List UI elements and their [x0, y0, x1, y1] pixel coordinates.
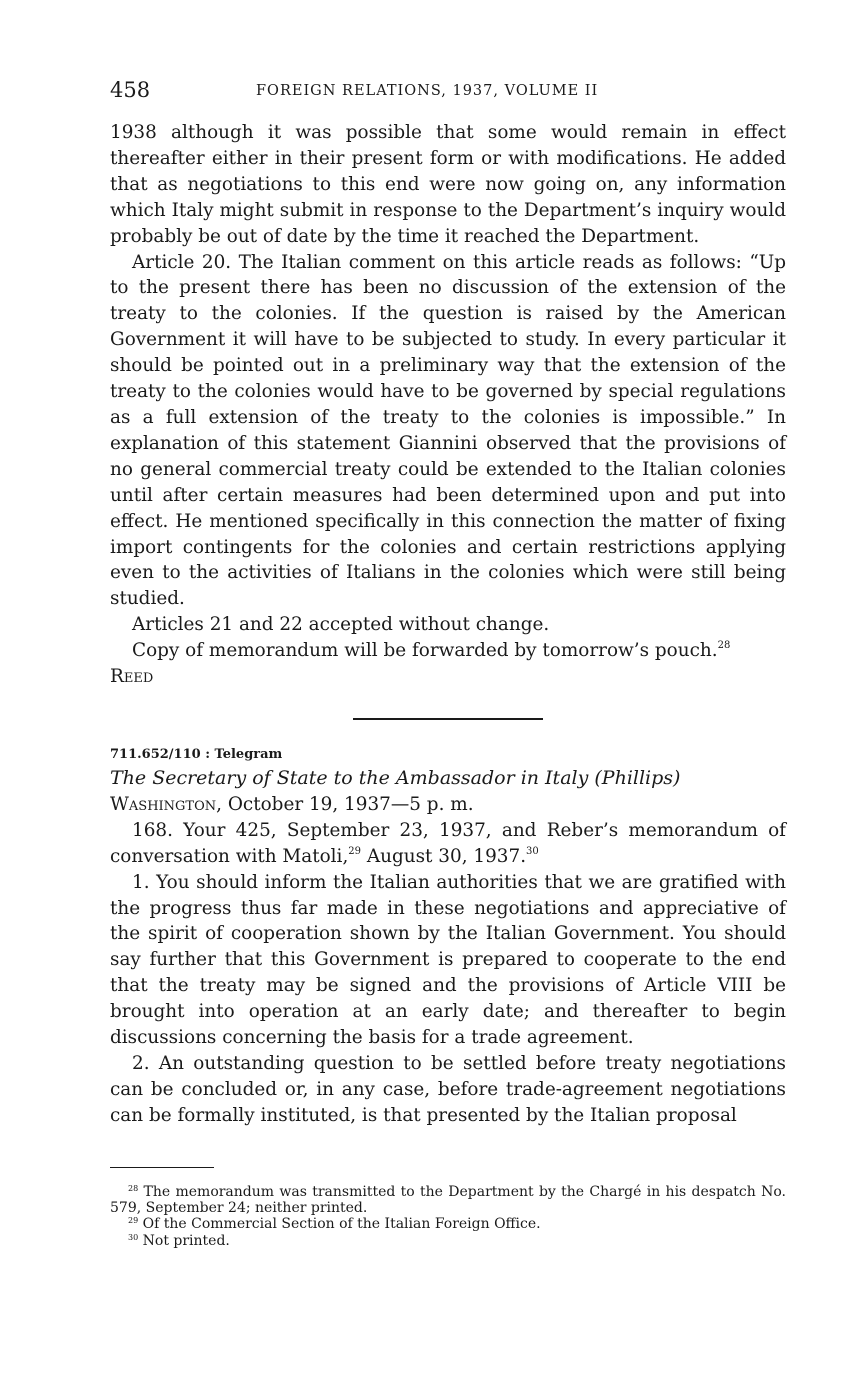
paragraph: Article 20. The Italian comment on this article reads as follows: “Up to the present there has been no discussion of the extension of the treaty to the colonies. If the question is raised by the American Government it will have to be subjected to study. In every particular it should be pointed out in a preliminary way that the extension of the treaty to the colonies would have to be governed by special regulations as a full extension of the treaty to the colonies is impossible.” In explanation of this statement Giannini observed that the provisions of no general commercial treaty could be extended to the Italian colonies until after certain measures had been determined upon and put into effect. He mentioned specifically in this connection the matter of fixing import contingents for the colonies and certain restrictions applying even to the activities of Italians in the colonies which were still being studied.: [110, 251, 786, 610]
footnote-number: 29: [128, 1216, 139, 1226]
footnote-text: Not printed.: [142, 1232, 230, 1249]
footnote-divider: [110, 1167, 214, 1168]
paragraph-text: Copy of memorandum will be forwarded by tomorrow’s pouch.: [132, 640, 718, 662]
signature: Reed: [110, 666, 154, 688]
paragraph: Articles 21 and 22 accepted without change.: [132, 614, 550, 636]
paragraph-text: 168. Your 425, September 23, 1937, and Reber’s memorandum of conversation with Matoli,: [110, 819, 786, 867]
body-text: [110, 120, 786, 1129]
footnote-number: 30: [128, 1232, 139, 1242]
running-title: FOREIGN RELATIONS, 1937, VOLUME II: [256, 83, 599, 99]
heading-main: The Secretary of State to the Ambassador in Italy: [110, 766, 589, 789]
footnote-marker: 29: [348, 845, 362, 857]
paragraph: 1. You should inform the Italian authorities that we are gratified with the progress thus far made in these negotiations and appreciative of the spirit of cooperation shown by the Italian Government. You should say further that this Government is prepared to cooperate to the end that the treaty may be signed and the provisions of Article VIII be brought into operation at an early date; and thereafter to begin discussions concerning the basis for a trade agreement.: [110, 871, 786, 1049]
running-head: [110, 78, 786, 104]
footnote-number: 28: [128, 1184, 139, 1193]
footnote: [110, 1184, 786, 1216]
dateline: [110, 792, 786, 818]
document-heading: [110, 764, 786, 792]
footnotes: [110, 1184, 786, 1249]
footnote-marker: 28: [717, 640, 731, 652]
footnote: [110, 1216, 786, 1232]
footnote: [110, 1233, 786, 1249]
file-reference: 711.652/110 : Telegram: [110, 746, 283, 762]
footnote-text: Of the Commercial Section of the Italian Foreign Office.: [142, 1216, 541, 1233]
heading-name: (Phillips): [594, 766, 681, 789]
paragraph: [110, 818, 786, 870]
dateline-place: Washington: [110, 793, 217, 815]
footnote-text: The memorandum was transmitted to the Department by the Chargé in his despatch No. 579, September 24; neither printed.: [110, 1184, 786, 1217]
paragraph: 2. An outstanding question to be settled before treaty negotiations can be concluded or, in any case, before trade-agreement negotiations can be formally instituted, is that presented by the Italian proposal: [110, 1053, 786, 1126]
page-number: 458: [110, 78, 151, 102]
dateline-date: , October 19, 1937—5 p. m.: [216, 793, 474, 815]
paragraph: [110, 638, 786, 664]
section-divider: [353, 718, 543, 720]
paragraph-text: August 30, 1937.: [361, 845, 527, 867]
footnote-marker: 30: [526, 845, 539, 857]
paragraph: 1938 although it was possible that some would remain in effect thereafter either in their present form or with modifications. He added that as negotiations to this end were now going on, any information which Italy might submit in response to the Department’s inquiry would probably be out of date by the time it reached the Department.: [110, 122, 786, 247]
